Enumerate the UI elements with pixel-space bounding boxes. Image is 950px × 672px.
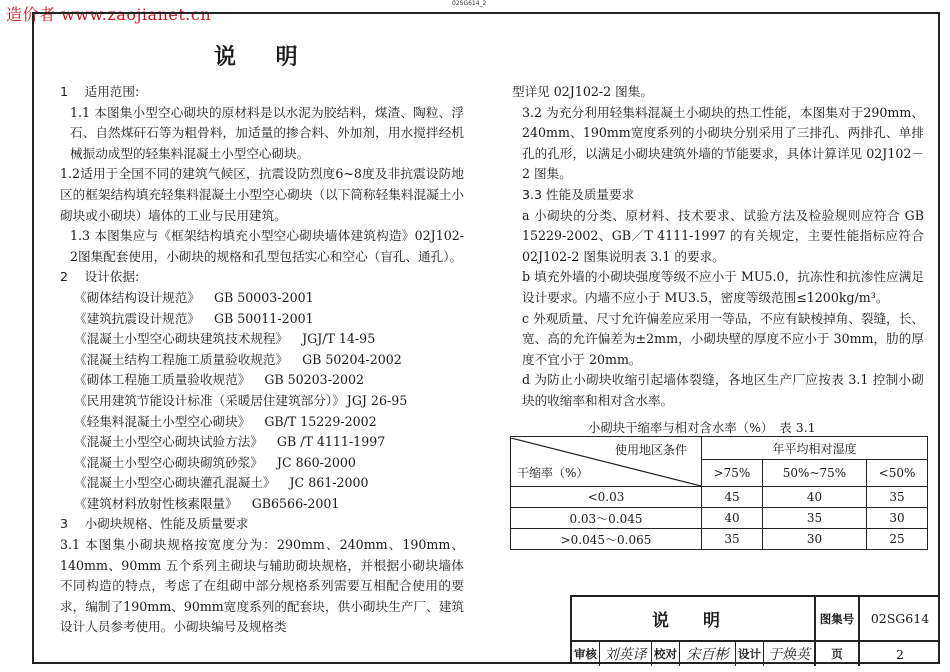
reference-item: 《混凝土小型空心砌块灌孔混凝土》 JC 861-2000 (74, 475, 369, 491)
paragraph-1-3: 1.3 本图集应与《框架结构填充小型空心砌块墙体建筑构造》02J102-2图集配套使用，小砌块的规格和孔型包括实心和空心（盲孔、通孔）。 (70, 228, 464, 264)
table-cell: 30 (762, 529, 866, 550)
paragraph-3-3-b: b 填充外墙的小砌块强度等级不应小于 MU5.0，抗冻性和抗渗性应满足设计要求。内墙不应小于 MU3.5，密度等级范围≤1200kg/m³。 (522, 269, 924, 305)
paragraph-1-1: 1.1 本图集小型空心砌块的原材料是以水泥为胶结料，煤渣、陶粒、浮石、自然煤矸石等为粗骨料，加适量的掺合料、外加剂，用水搅拌经机械振动成型的轻集料混凝土小型空心砌块。 (70, 104, 464, 161)
page-label: 页 (816, 642, 860, 666)
corner-header-bottom: 干缩率（%） (517, 465, 589, 480)
page-number: 2 (896, 646, 904, 662)
paragraph-3-1: 3.1 本图集小砌块规格按宽度分为：290mm、240mm、190mm、140mm、90mm 五个系列主砌块与辅助砌块规格，并根据小砌块墙体不同构造的特点，考虑了在组砌中部分规格系列需要互相配合使用的要求，编制了190mm、90mm宽度系列的配套块，供小砌块生产厂、建筑设计人员参考使用。小砌块编号及规格类 (60, 537, 464, 635)
title-block-title: 说 明 (572, 597, 816, 640)
atlas-number: 02SG614 (870, 611, 930, 626)
paragraph-1-2: 1.2适用于全国不同的建筑气候区，抗震设防烈度6~8度及非抗震设防地区的框架结构填充轻集料混凝土小型空心砌块（以下简称轻集料混凝土小砌块或小砌块）墙体的工业与民用建筑。 (60, 166, 464, 223)
reference-item: 《砌体工程施工质量验收规范》 GB 50203-2002 (74, 372, 364, 388)
table-cell: 40 (702, 508, 763, 529)
reference-item: 《混凝土结构工程施工质量验收规范》 GB 50204-2002 (74, 351, 402, 367)
paragraph-3-3-c: c 外观质量、尺寸允许偏差应采用一等品，不应有缺棱掉角、裂缝，长、宽、高的允许偏差为±2mm，小砌块壁的厚度不应小于 30mm，肋的厚度不宜小于 20mm。 (522, 310, 924, 367)
reference-item: 《轻集料混凝土小型空心砌块》 GB/T 15229-2002 (74, 413, 377, 429)
table-cell: 30 (867, 508, 928, 529)
table-corner-cell (511, 437, 702, 487)
design-signature: 于焕英 (764, 642, 816, 666)
corner-header-top: 使用地区条件 (614, 442, 687, 457)
paragraph-3-3-a: a 小砌块的分类、原材料、技术要求、试验方法及检验规则应符合 GB 15229-2002、GB／T 4111-1997 的有关规定，主要性能指标应符合 02J102-2 图集说明表 3.1 的要求。 (522, 207, 924, 264)
reference-item: 《建筑抗震设计规范》 GB 50011-2001 (74, 310, 314, 326)
review-signature: 刘英译 (600, 642, 652, 666)
table-column-header: <50% (867, 460, 928, 487)
table-cell: 35 (702, 529, 763, 550)
table-row (511, 508, 928, 529)
right-column (512, 82, 924, 412)
atlas-number-label: 图集号 (816, 597, 860, 640)
table-cell: 25 (867, 529, 928, 550)
table-row (511, 529, 928, 550)
table-cell: 35 (762, 508, 866, 529)
table-row (511, 487, 928, 508)
check-signature: 宋百彬 (680, 642, 736, 666)
review-label: 审核 (572, 642, 600, 666)
reference-item: 《建筑材料放射性核素限量》 GB6566-2001 (74, 495, 340, 511)
section-3-heading: 3 小砌块规格、性能及质量要求 (60, 516, 249, 532)
shrinkage-table (510, 436, 928, 550)
reference-list (60, 288, 464, 515)
check-label: 校对 (652, 642, 680, 666)
reference-item: 《混凝土小型空心砌块试验方法》 GB /T 4111-1997 (74, 434, 386, 450)
table-row-label: <0.03 (511, 487, 702, 508)
page-title: 说 明 (214, 45, 314, 70)
table-cell: 40 (762, 487, 866, 508)
design-label: 设计 (736, 642, 764, 666)
table-column-header: 50%~75% (762, 460, 866, 487)
section-2-heading: 2 设计依据: (60, 269, 140, 285)
table-group-header: 年平均相对湿度 (702, 437, 928, 460)
table-row-label: >0.045～0.065 (511, 529, 702, 550)
section-3-3-heading: 3.3 性能及质量要求 (522, 186, 635, 202)
title-block (570, 595, 940, 664)
table-cell: 35 (867, 487, 928, 508)
watermark-text: 造价者 www.zaojianet.cn (6, 5, 212, 24)
left-column (60, 82, 464, 638)
reference-item: 《混凝土小型空心砌块砌筑砂浆》 JC 860-2000 (74, 454, 356, 470)
paragraph-3-1-continued: 型详见 02J102-2 图集。 (512, 84, 653, 99)
table-column-header: >75% (702, 460, 763, 487)
table-row-label: 0.03～0.045 (511, 508, 702, 529)
reference-item: 《砌体结构设计规范》 GB 50003-2001 (74, 289, 314, 305)
paragraph-3-3-d: d 为防止小砌块收缩引起墙体裂缝，各地区生产厂应按表 3.1 控制小砌块的收缩率和相对含水率。 (522, 372, 924, 408)
page-code-top: 02SG614_2 (452, 0, 487, 7)
reference-item: 《民用建筑节能设计标准（采暖居住建筑部分）》 JGJ 26-95 (74, 392, 408, 408)
paragraph-3-2: 3.2 为充分利用轻集料混凝土小砌块的热工性能，本图集对于290mm、240mm、190mm宽度系列的小砌块分别采用了三排孔、两排孔、单排孔的孔形，以满足小砌块建筑外墙的节能要求，具体计算详见 02J102－2 图集。 (522, 104, 924, 182)
table-caption: 小砌块干缩率与相对含水率（%） 表 3.1 (588, 420, 816, 435)
section-1-heading: 1 适用范围: (60, 84, 140, 99)
reference-item: 《混凝土小型空心砌块建筑技术规程》 JGJ/T 14-95 (74, 331, 376, 347)
table-cell: 45 (702, 487, 763, 508)
